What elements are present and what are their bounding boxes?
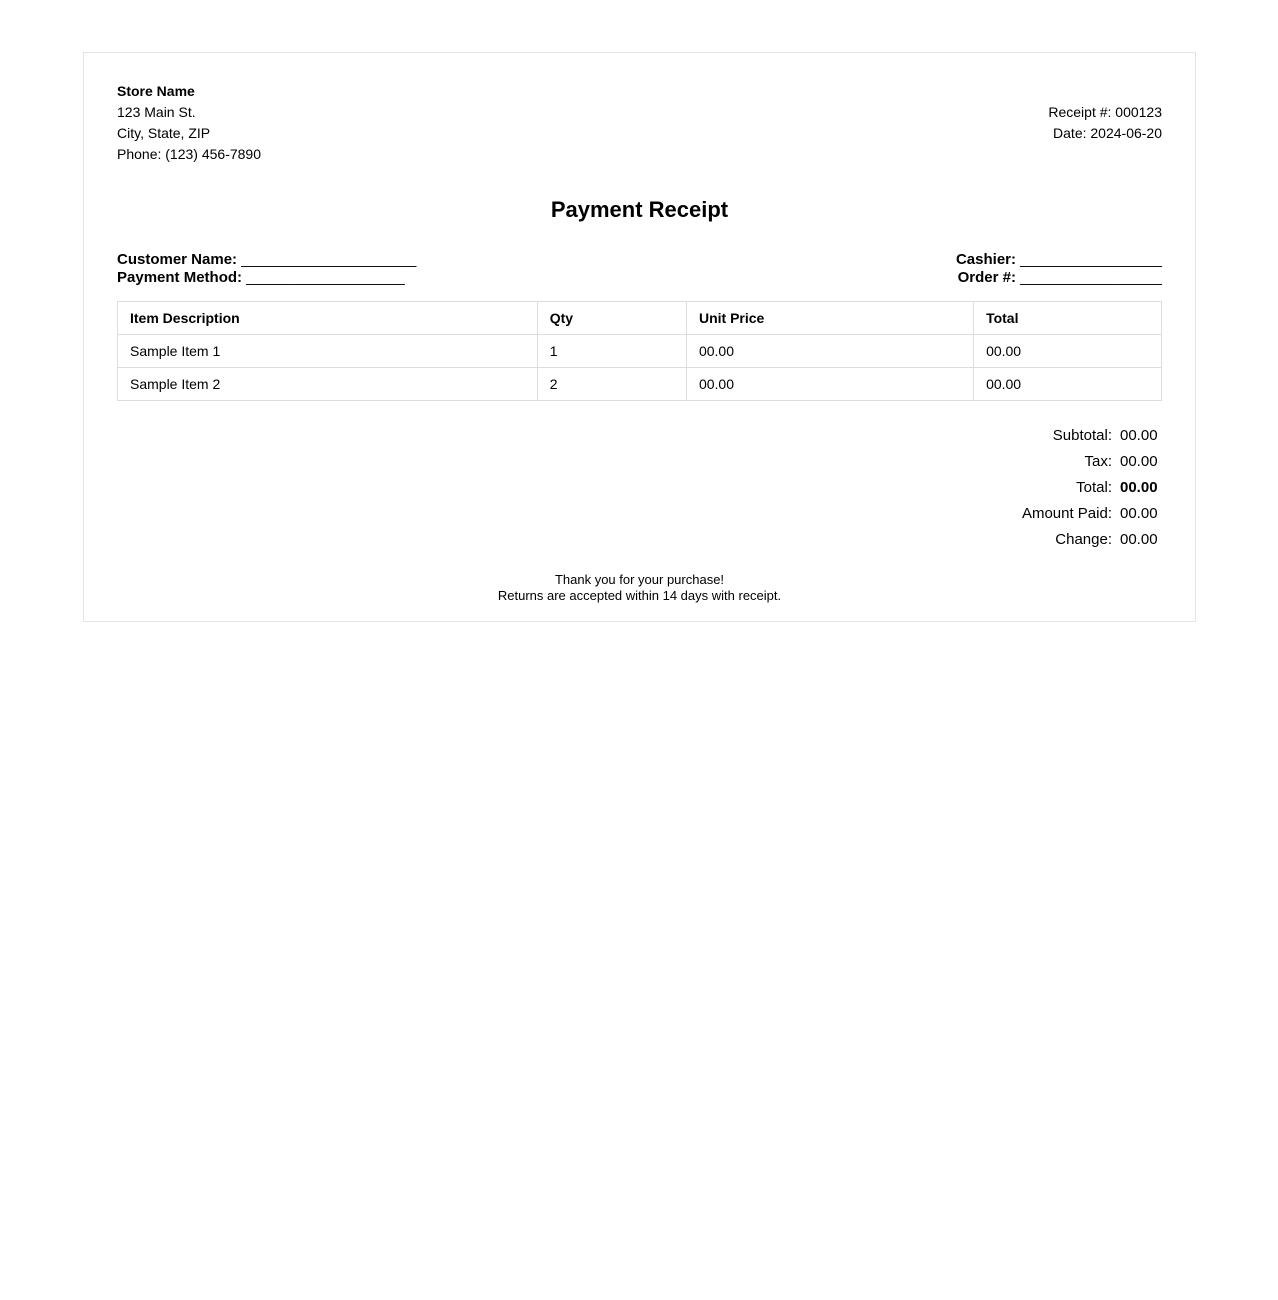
payment-method-blank: ___________________ <box>246 269 405 286</box>
cashier-label: Cashier: <box>955 251 1016 268</box>
receipt-meta <box>1048 102 1162 144</box>
table-row <box>118 335 1162 368</box>
tax-label: Tax: <box>1084 453 1112 470</box>
totals-section <box>117 423 1162 553</box>
payment-method-label: Payment Method: <box>117 269 243 286</box>
column-header-unit-price: Unit Price <box>686 302 973 335</box>
amount-paid-line <box>117 501 1162 527</box>
subtotal-value: 00.00 <box>1120 427 1158 444</box>
tax-value: 00.00 <box>1120 453 1158 470</box>
change-value: 00.00 <box>1120 531 1158 548</box>
column-header-total: Total <box>974 302 1162 335</box>
receipt-number: Receipt #: 000123 <box>1048 104 1162 120</box>
amount-paid-value: 00.00 <box>1120 505 1158 522</box>
subtotal-line <box>117 423 1162 449</box>
page-title: Payment Receipt <box>550 197 729 222</box>
item-total-cell: 00.00 <box>974 368 1162 401</box>
customer-name-blank: _____________________ <box>241 251 417 268</box>
cashier-info <box>956 251 1162 287</box>
receipt-date: Date: 2024-06-20 <box>1053 125 1162 141</box>
store-name: Store Name <box>117 83 195 99</box>
subtotal-label: Subtotal: <box>1052 427 1112 444</box>
change-line <box>117 527 1162 553</box>
customer-name-line <box>117 251 416 269</box>
item-total-cell: 00.00 <box>974 335 1162 368</box>
column-header-item-description: Item Description <box>118 302 538 335</box>
item-unit-price-cell: 00.00 <box>686 335 973 368</box>
payment-method-line <box>117 269 416 287</box>
order-number-line <box>956 269 1162 287</box>
receipt-header <box>117 81 1162 165</box>
order-number-blank: _________________ <box>1020 269 1162 286</box>
column-header-qty: Qty <box>537 302 686 335</box>
amount-paid-label: Amount Paid: <box>1021 505 1112 522</box>
table-row <box>118 368 1162 401</box>
store-info <box>117 81 261 165</box>
item-description-cell: Sample Item 1 <box>118 335 538 368</box>
store-address-line1: 123 Main St. <box>117 104 196 120</box>
item-qty-cell: 2 <box>537 368 686 401</box>
total-line <box>117 475 1162 501</box>
receipt-footer <box>117 572 1162 603</box>
total-label: Total: <box>1076 479 1112 496</box>
store-address-line2: City, State, ZIP <box>117 125 211 141</box>
item-unit-price-cell: 00.00 <box>686 368 973 401</box>
customer-info <box>117 251 416 287</box>
total-value: 00.00 <box>1120 479 1158 496</box>
cashier-blank: _________________ <box>1020 251 1162 268</box>
footer-thanks-line: Thank you for your purchase! <box>554 572 725 587</box>
footer-returns-line: Returns are accepted within 14 days with receipt. <box>497 587 782 603</box>
order-number-label: Order #: <box>957 269 1016 286</box>
customer-name-label: Customer Name: <box>117 251 238 268</box>
parties-section <box>117 251 1162 287</box>
item-qty-cell: 1 <box>537 335 686 368</box>
tax-line <box>117 449 1162 475</box>
item-description-cell: Sample Item 2 <box>118 368 538 401</box>
store-phone: Phone: (123) 456-7890 <box>117 146 261 162</box>
cashier-line <box>956 251 1162 269</box>
change-label: Change: <box>1055 531 1112 548</box>
items-table-header-row <box>118 302 1162 335</box>
items-table <box>117 301 1162 401</box>
receipt-card <box>83 52 1196 622</box>
